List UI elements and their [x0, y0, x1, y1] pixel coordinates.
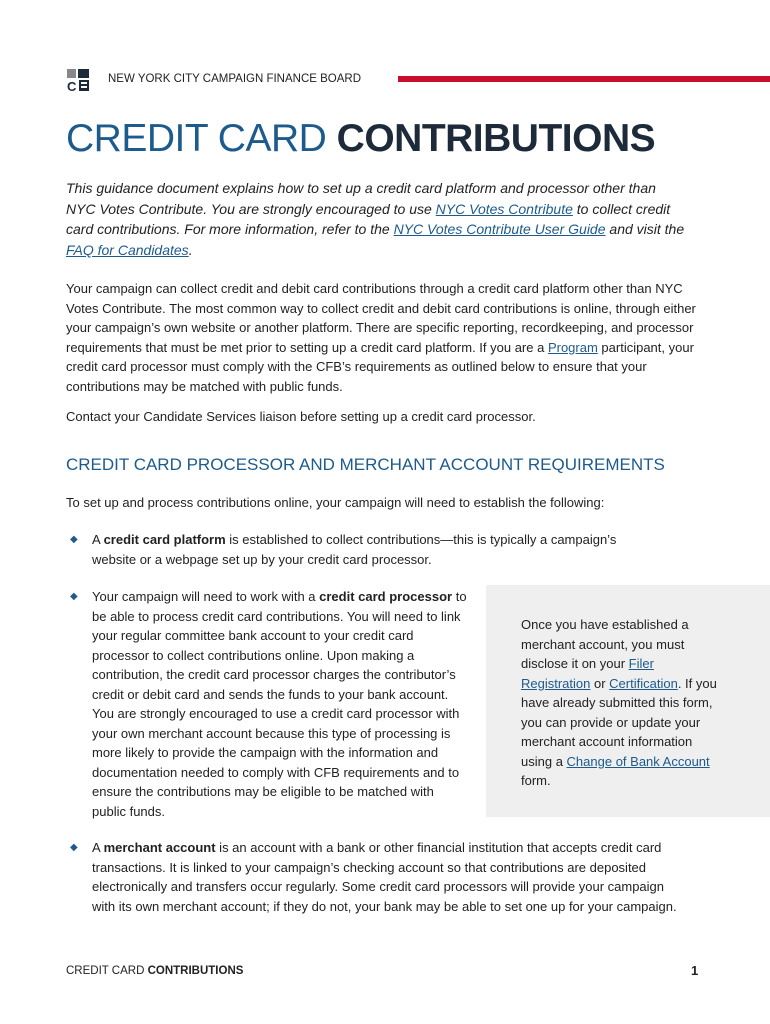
- svg-text:C: C: [67, 79, 77, 92]
- intro-text-4: .: [188, 241, 193, 258]
- bullet-item-processor: [92, 587, 470, 821]
- body-paragraph-1: [66, 279, 696, 397]
- bullet-diamond-icon: ◆: [70, 534, 78, 545]
- para1-text-2: participant, your credit card processor must comply with the CFB’s requirements as outlined below to ensure that your contributions may be matched with public funds.: [66, 339, 694, 394]
- intro-paragraph: [66, 178, 686, 260]
- bullet-term: merchant account: [103, 840, 216, 855]
- title-bold: CONTRIBUTIONS: [336, 117, 656, 160]
- nyc-votes-contribute-link[interactable]: NYC Votes Contribute: [435, 200, 573, 217]
- cfb-logo-icon: [66, 68, 90, 92]
- bullet-item-merchant: [92, 838, 677, 916]
- bullet-diamond-icon: ◆: [70, 842, 78, 853]
- body-paragraph-3: To set up and process contributions online, your campaign will need to establish the following:: [66, 495, 605, 510]
- certification-link[interactable]: Certification: [609, 675, 678, 691]
- footer-bold: CONTRIBUTIONS: [147, 965, 244, 977]
- bullet-term: credit card platform: [103, 532, 226, 547]
- callout-text-4: form.: [521, 773, 551, 788]
- header-accent-bar: [398, 76, 770, 82]
- bullet-text-post: to be able to process credit card contributions. You will need to link your regular committee bank account to your credit card processor to collect contributions online. Upon making a contribution, the credit card processor charges the contributor’s credit or debit card and sends the funds to your bank account. You are strongly encouraged to use a credit card processor with your own merchant account because this type of processing is more likely to provide the campaign with the information and documentation needed to comply with CFB requirements and to ensure the contributions may be eligible to be matched with public funds.: [92, 589, 467, 819]
- intro-text-2: to collect credit card contributions. For more information, refer to the: [66, 200, 671, 238]
- title-light: CREDIT CARD: [66, 117, 327, 160]
- bullet-item-platform: [92, 530, 662, 569]
- callout-box: [486, 585, 770, 817]
- filer-registration-link[interactable]: Filer Registration: [521, 656, 654, 691]
- callout-text: [521, 615, 721, 791]
- bullet-text-pre: Your campaign will need to work with a: [92, 589, 320, 604]
- footer-title: [66, 965, 243, 977]
- body-paragraph-2: Contact your Candidate Services liaison before setting up a credit card processor.: [66, 409, 536, 424]
- page-title: [66, 114, 655, 164]
- user-guide-link[interactable]: NYC Votes Contribute User Guide: [393, 221, 606, 238]
- faq-link[interactable]: FAQ for Candidates: [66, 241, 189, 258]
- para1-text-1: Your campaign can collect credit and debit card contributions through a credit card platform other than NYC Votes Contribute. The most common way to collect credit and debit card contributions is online, through either your campaign’s own website or another platform. There are specific reporting, recordkeeping, and processor requirements that must be met prior to setting up a credit card platform. If you are a: [66, 281, 696, 355]
- bullet-diamond-icon: ◆: [70, 591, 78, 602]
- callout-text-3: . If you have already submitted this form, you can provide or update your merchant account information using a: [521, 675, 717, 769]
- page-number: 1: [691, 963, 699, 978]
- callout-text-2: or: [590, 675, 610, 691]
- bullet-text-post: is an account with a bank or other financial institution that accepts credit card transactions. It is linked to your campaign’s checking account so that contributions are deposited electronically and transfers occur regularly. Some credit card processors will provide your campaign with its own merchant account; if they do not, your bank may be able to set one up for your campaign.: [92, 840, 677, 914]
- intro-text-3: and visit the: [605, 221, 685, 238]
- org-name: NEW YORK CITY CAMPAIGN FINANCE BOARD: [108, 73, 362, 85]
- bullet-term: credit card processor: [319, 589, 453, 604]
- intro-text-1: This guidance document explains how to set up a credit card platform and processor other than NYC Votes Contribute. You are strongly encouraged to use: [66, 180, 656, 217]
- section-heading: CREDIT CARD PROCESSOR AND MERCHANT ACCOUNT REQUIREMENTS: [66, 455, 665, 474]
- bullet-text-pre: A: [92, 840, 104, 855]
- bullet-text-pre: A: [92, 532, 104, 547]
- callout-text-1: Once you have established a merchant account, you must disclose it on your: [521, 617, 689, 671]
- change-of-bank-account-link[interactable]: Change of Bank Account: [566, 753, 710, 769]
- program-link[interactable]: Program: [547, 339, 598, 355]
- bullet-text-post: is established to collect contributions—this is typically a campaign’s website or a webpage set up by your credit card processor.: [92, 532, 617, 567]
- footer-light: CREDIT CARD: [66, 965, 145, 977]
